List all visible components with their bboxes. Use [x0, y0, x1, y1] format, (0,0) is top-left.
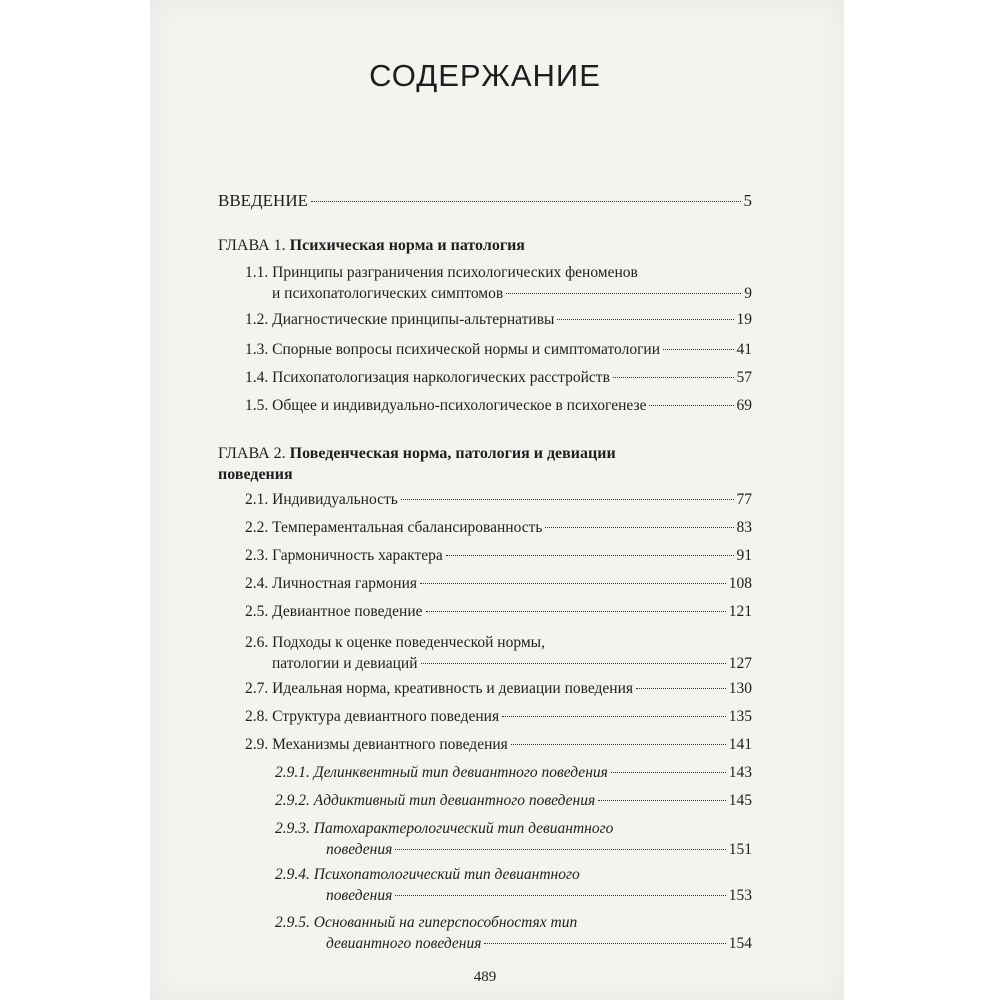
toc-page-number: 5 [743, 191, 752, 210]
toc-num: 2.9. [245, 736, 269, 753]
toc-entry [218, 339, 752, 360]
toc-page-number: 121 [728, 603, 752, 620]
dot-leader [484, 943, 725, 944]
toc-entry [218, 545, 752, 566]
toc-page-number: 83 [736, 519, 752, 536]
toc-page-number: 41 [736, 341, 752, 358]
toc-num: 2.7. [245, 680, 269, 697]
toc-entry [218, 734, 752, 755]
toc-page-number: 69 [736, 397, 752, 414]
toc-text: Делинквентный тип девиантного поведения [313, 764, 608, 781]
dot-leader [598, 800, 726, 801]
dot-leader [511, 744, 726, 745]
toc-subentry [218, 912, 752, 954]
toc-text: Диагностические принципы-альтернативы [272, 311, 555, 328]
chapter-title: Поведенческая норма, патология и девиации [289, 445, 616, 462]
toc-text: Индивидуальность [272, 491, 398, 508]
toc-subentry [218, 790, 752, 811]
toc-entry [218, 706, 752, 727]
toc-page-number: 57 [736, 369, 752, 386]
chapter-title-cont: поведения [218, 466, 293, 483]
toc-text: Гармоничность характера [272, 547, 443, 564]
toc-page-number: 9 [744, 285, 752, 302]
toc-page-number: 154 [728, 935, 752, 952]
toc-num: 2.3. [245, 547, 269, 564]
toc-entry [218, 309, 752, 330]
dot-leader [545, 527, 733, 528]
toc-text: Идеальная норма, креативность и девиации поведения [272, 680, 634, 697]
toc-num: 2.9.3. [275, 820, 310, 837]
toc-num: 2.9.1. [275, 764, 310, 781]
toc-text: Аддиктивный тип девиантного поведения [313, 792, 596, 809]
table-of-contents [218, 0, 752, 1000]
toc-entry [218, 573, 752, 594]
toc-num: 2.9.5. [275, 914, 310, 931]
toc-num: 2.1. [245, 491, 269, 508]
toc-text: Структура девиантного поведения [272, 708, 500, 725]
toc-num: 2.9.2. [275, 792, 310, 809]
toc-page-number: 91 [736, 547, 752, 564]
toc-text: Общее и индивидуально-психологическое в психогенезе [272, 397, 647, 414]
toc-page-number: 145 [728, 792, 752, 809]
toc-num: 2.4. [245, 575, 269, 592]
toc-intro [218, 190, 752, 211]
toc-text: поведения [326, 887, 393, 904]
chapter-title: Психическая норма и патология [289, 237, 525, 254]
toc-entry [218, 632, 752, 674]
toc-text: Личностная гармония [272, 575, 418, 592]
toc-num: 1.5. [245, 397, 269, 414]
toc-text: поведения [326, 841, 393, 858]
page-number: 489 [473, 969, 497, 985]
toc-page-number: 135 [728, 708, 752, 725]
chapter-prefix: ГЛАВА 2. [218, 445, 286, 462]
toc-page-number: 151 [728, 841, 752, 858]
toc-num: 1.2. [245, 311, 269, 328]
dot-leader [395, 849, 725, 850]
toc-text: патологии и девиаций [272, 655, 418, 672]
toc-page-number: 143 [728, 764, 752, 781]
toc-text: Спорные вопросы психической нормы и симптоматологии [272, 341, 661, 358]
toc-entry [218, 517, 752, 538]
toc-text: Девиантное поведение [272, 603, 423, 620]
toc-text: Психопатологический тип девиантного [313, 866, 580, 883]
dot-leader [401, 499, 734, 500]
dot-leader [613, 377, 734, 378]
chapter-prefix: ГЛАВА 1. [218, 237, 286, 254]
toc-subentry [218, 818, 752, 860]
dot-leader [502, 716, 726, 717]
toc-num: 2.2. [245, 519, 269, 536]
toc-subentry [218, 762, 752, 783]
toc-subentry [218, 864, 752, 906]
toc-page-number: 153 [728, 887, 752, 904]
toc-entry [218, 489, 752, 510]
dot-leader [446, 555, 734, 556]
toc-entry [218, 601, 752, 622]
dot-leader [663, 349, 733, 350]
dot-leader [611, 772, 726, 773]
toc-page-number: 108 [728, 575, 752, 592]
toc-num: 1.3. [245, 341, 269, 358]
toc-text: Темпераментальная сбалансированность [272, 519, 543, 536]
toc-text: Патохарактерологический тип девиантного [313, 820, 614, 837]
toc-text: Механизмы девиантного поведения [272, 736, 508, 753]
toc-text: и психопатологических симптомов [272, 285, 504, 302]
toc-page-number: 130 [728, 680, 752, 697]
toc-num: 1.1. [245, 264, 269, 281]
toc-text: Основанный на гиперспособностях тип [313, 914, 578, 931]
toc-text: Подходы к оценке поведенческой нормы, [272, 634, 545, 651]
toc-num: 2.9.4. [275, 866, 310, 883]
toc-intro-label: ВВЕДЕНИЕ [218, 191, 308, 210]
dot-leader [636, 688, 726, 689]
dot-leader [426, 611, 726, 612]
chapter-heading [218, 443, 752, 485]
dot-leader [557, 319, 733, 320]
toc-text: Принципы разграничения психологических феноменов [272, 264, 638, 281]
toc-page-number: 127 [728, 655, 752, 672]
toc-num: 2.6. [245, 634, 269, 651]
toc-entry [218, 395, 752, 416]
dot-leader [421, 663, 726, 664]
toc-entry [218, 367, 752, 388]
dot-leader [420, 583, 726, 584]
page-title: СОДЕРЖАНИЕ [369, 58, 601, 93]
dot-leader [649, 405, 733, 406]
toc-page-number: 77 [736, 491, 752, 508]
dot-leader [395, 895, 725, 896]
dot-leader [311, 201, 741, 202]
toc-page-number: 19 [736, 311, 752, 328]
toc-text: девиантного поведения [326, 935, 482, 952]
toc-num: 2.5. [245, 603, 269, 620]
dot-leader [506, 293, 741, 294]
toc-page-number: 141 [728, 736, 752, 753]
toc-num: 2.8. [245, 708, 269, 725]
chapter-heading [218, 235, 752, 256]
toc-text: Психопатологизация наркологических расстройств [272, 369, 610, 386]
toc-entry [218, 262, 752, 304]
toc-entry [218, 678, 752, 699]
toc-num: 1.4. [245, 369, 269, 386]
